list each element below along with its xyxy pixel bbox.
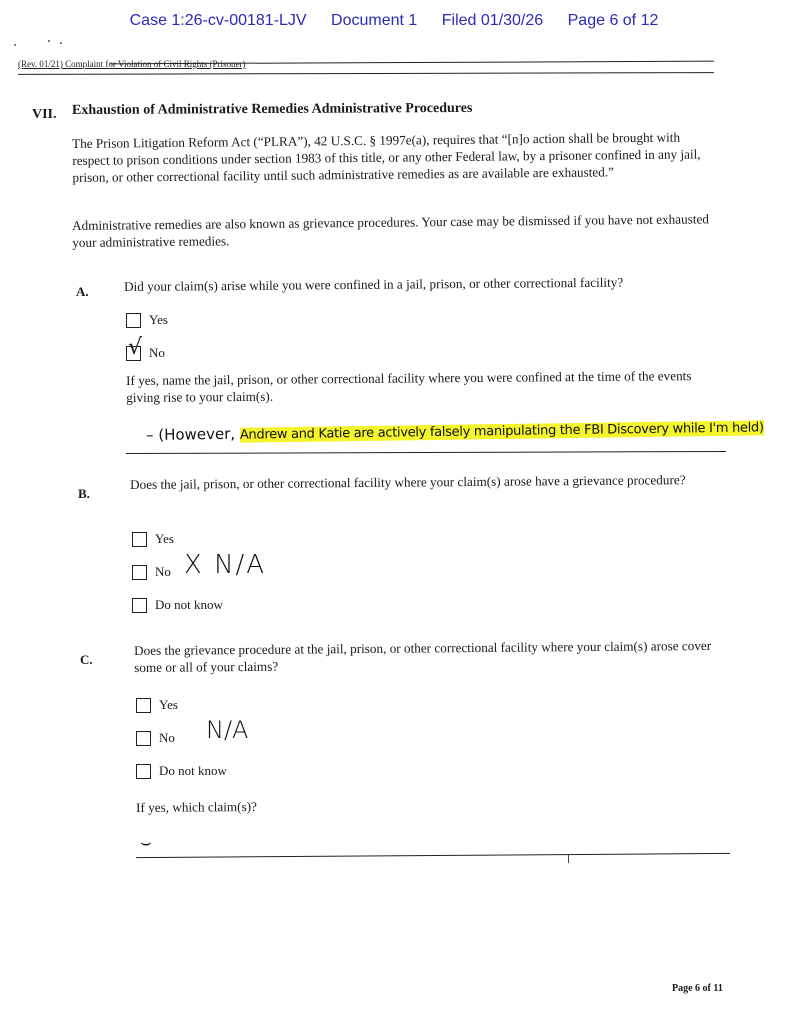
- checkbox-unchecked[interactable]: [136, 731, 151, 746]
- question-b-option-yes[interactable]: [132, 531, 174, 547]
- question-b-option-no[interactable]: [132, 564, 171, 580]
- checkbox-unchecked[interactable]: [126, 313, 141, 328]
- answer-line-c: [136, 853, 730, 858]
- checkbox-unchecked[interactable]: [132, 565, 147, 580]
- option-label: Yes: [155, 531, 174, 546]
- handwritten-answer-c: N/A: [206, 716, 249, 744]
- handwritten-prefix: – (However,: [145, 424, 236, 444]
- handwritten-answer-a: [146, 417, 764, 444]
- option-label: No: [155, 564, 171, 579]
- checkbox-unchecked[interactable]: [136, 764, 151, 779]
- stamp-page-count: Page 6 of 12: [567, 12, 659, 29]
- header-rule-bottom: [18, 72, 714, 75]
- plra-paragraph: The Prison Litigation Reform Act (“PLRA”), 42 U.S.C. § 1997e(a), requires that “[n]o action shall be brought with respect to prison conditions under section 1983 of this title, or any other Federal law, by a prisoner confined in any jail, prison, or other correctional facility until such administrative remedies as are available are exhausted.”: [72, 129, 701, 185]
- page-footer: Page 6 of 11: [672, 983, 723, 994]
- case-number: Case 1:26-cv-00181-LJV: [129, 12, 307, 29]
- question-c-option-no[interactable]: [136, 730, 175, 746]
- answer-line-a: [126, 451, 726, 454]
- ecf-stamp-header: [0, 12, 788, 30]
- checkbox-unchecked[interactable]: [136, 698, 151, 713]
- grievance-paragraph: Administrative remedies are also known as grievance procedures. Your case may be dismissed if you have not exhausted your administrative remedies.: [72, 211, 709, 250]
- highlighted-handwriting: Andrew and Katie are actively falsely manipulating the FBI Discovery while I'm held): [239, 420, 764, 443]
- option-label: Yes: [159, 697, 178, 712]
- question-a-followup: If yes, name the jail, prison, or other correctional facility where you were confined at the time of the events giving rise to your claim(s).: [126, 368, 692, 405]
- question-c-letter: C.: [80, 652, 93, 667]
- scan-mark: [568, 855, 569, 863]
- checkbox-checked[interactable]: [126, 334, 143, 361]
- question-b-option-do-not-know[interactable]: [132, 597, 223, 613]
- question-b-text: Does the jail, prison, or other correctional facility where your claim(s) arose have a grievance procedure?: [130, 472, 686, 492]
- question-a-text: Did your claim(s) arise while you were confined in a jail, prison, or other correctional facility?: [124, 274, 624, 294]
- scan-speck: [14, 44, 16, 46]
- scan-speck: [48, 40, 50, 42]
- option-label: Do not know: [159, 763, 227, 778]
- question-a-letter: A.: [76, 284, 89, 299]
- scan-speck: [60, 42, 62, 44]
- question-c-option-yes[interactable]: [136, 697, 178, 713]
- form-revision-header: (Rev. 01/21) Complaint for Violation of Civil Rights (Prisoner): [18, 59, 246, 69]
- question-c-text: Does the grievance procedure at the jail, prison, or other correctional facility where your claim(s) arose cover some or all of your claims?: [134, 637, 712, 675]
- question-a-option-no[interactable]: [126, 334, 165, 361]
- section-number: VII.: [32, 107, 57, 122]
- section-title: Exhaustion of Administrative Remedies Administrative Procedures: [71, 100, 473, 118]
- checkmark-icon: √: [128, 334, 143, 360]
- option-label: Do not know: [155, 597, 223, 612]
- document-number: Document 1: [331, 12, 418, 29]
- checkbox-unchecked[interactable]: [132, 598, 147, 613]
- handwritten-answer-b: X N/A: [184, 550, 267, 580]
- question-c-followup: If yes, which claim(s)?: [136, 798, 257, 815]
- handwritten-mark-c: ⌣: [140, 832, 152, 853]
- option-label: Yes: [149, 312, 168, 327]
- option-label: No: [159, 730, 175, 745]
- question-b-letter: B.: [78, 486, 90, 501]
- checkbox-unchecked[interactable]: [132, 532, 147, 547]
- option-label: No: [149, 345, 165, 360]
- question-a-option-yes[interactable]: [126, 312, 168, 328]
- question-c-option-do-not-know[interactable]: [136, 763, 227, 779]
- filed-date: Filed 01/30/26: [441, 12, 544, 29]
